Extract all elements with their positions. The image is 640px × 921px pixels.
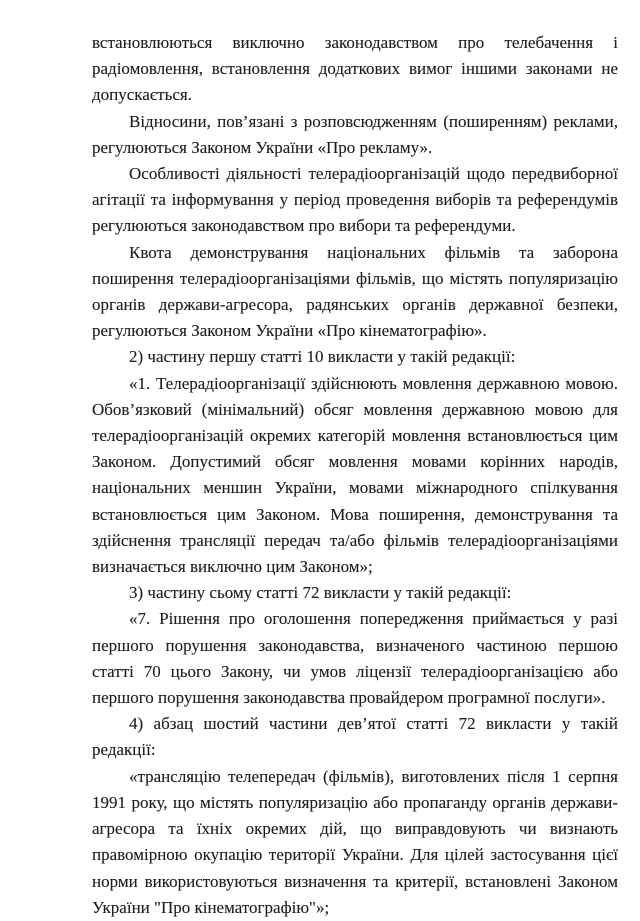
paragraph-item-3-heading: 3) частину сьому статті 72 викласти у такій редакції: xyxy=(129,583,512,603)
paragraph-advertising-law: Відносини, пов’язані з розповсюдженням (поширенням) реклами, регулюються Законом України «Про рекламу». xyxy=(92,111,618,157)
document-text-block xyxy=(92,30,618,921)
paragraph-item-2-heading: 2) частину першу статті 10 викласти у такій редакції: xyxy=(129,347,516,367)
paragraph-article-72-part-7-text: «7. Рішення про оголошення попередження приймається у разі першого порушення законодавства, визначеного частиною першою статті 70 цього Закону, чи умов ліцензії телерадіоорганізацією або першого порушення законодавства провайдером програмної послуги». xyxy=(92,609,618,708)
paragraph-election-campaigning: Особливості діяльності телерадіоорганізацій щодо передвиборної агітації та інформування у період проведення виборів та референдумів регулюються законодавством про вибори та референдуми. xyxy=(92,164,618,236)
paragraph-film-quota: Квота демонстрування національних фільмів та заборона поширення телерадіоорганізаціями фільмів, що містять популяризацію органів держави-агресора, радянських органів державної безпеки, регулюються Законом України «Про кінематографію». xyxy=(92,242,618,341)
paragraph-article-10-text: «1. Телерадіоорганізації здійснюють мовлення державною мовою. Обов’язковий (мінімальний) обсяг мовлення державною мовою для телерадіоорганізацій окремих категорій мовлення встановлюється цим Законом. Допустимий обсяг мовлення мовами корінних народів, національних меншин України, мовами міжнародного спілкування встановлюється цим Законом. Мова поширення, демонстрування та здійснення трансляції передач та/або фільмів телерадіоорганізаціями визначається виключно цим Законом»; xyxy=(92,373,618,577)
paragraph-article-72-paragraph-6-text: «трансляцію телепередач (фільмів), виготовлених після 1 серпня 1991 року, що містять популяризацію або пропаганду органів держави-агресора та їхніх окремих дій, що виправдовують чи визнають правомірною окупацію території України. Для цілей застосування цієї норми використовуються визначення та критерії, встановлені Законом України "Про кінематографію"»; xyxy=(92,766,618,917)
paragraph-continuation: встановлюються виключно законодавством про телебачення і радіомовлення, встановлення додаткових вимог іншими законами не допускається. xyxy=(92,33,618,105)
paragraph-item-4-heading: 4) абзац шостий частини дев’ятої статті 72 викласти у такій редакції: xyxy=(92,714,618,760)
